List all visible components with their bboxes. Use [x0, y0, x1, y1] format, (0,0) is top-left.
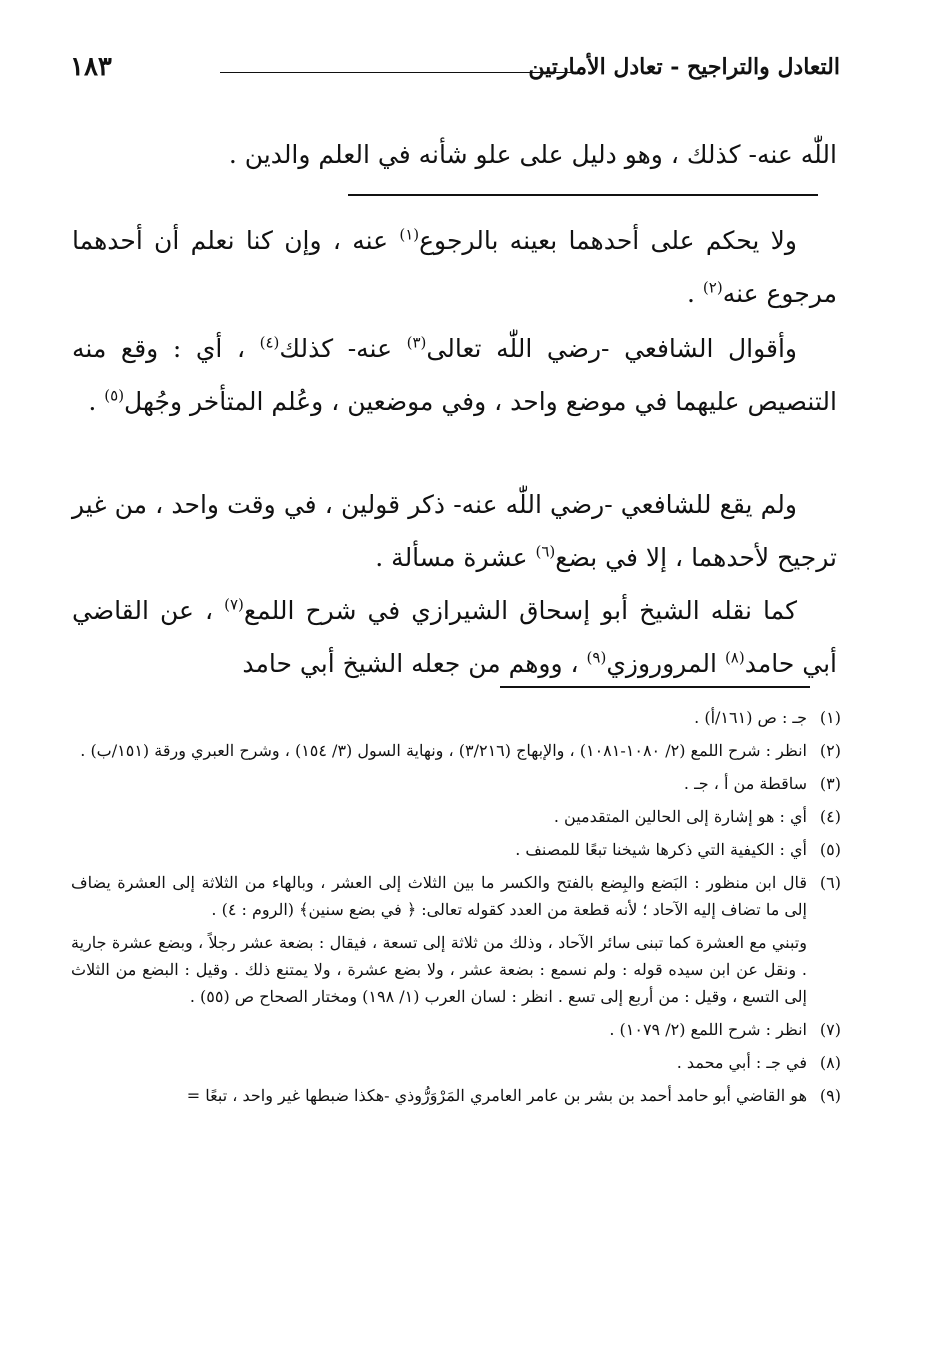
- paragraph-text: عنه ، وإن كنا نعلم أن أحدهما مرجوع عنه: [72, 226, 837, 308]
- paragraph-text: ، ووهم من جعله الشيخ أبي حامد: [242, 649, 587, 678]
- paragraph-2: [72, 322, 837, 428]
- footnote-number: (٩): [819, 1086, 841, 1105]
- opening-line: اللّٰه عنه- كذلك ، وهو دليل على علو شأنه في العلم والدين .: [228, 140, 837, 169]
- paragraph-text: المروروزي: [606, 649, 725, 678]
- footnote-item: [71, 836, 841, 863]
- footnote-item: [71, 737, 841, 764]
- footnotes: [71, 704, 841, 1109]
- footnote-text: قال ابن منظور : البَضع والبِضع بالفتح والكسر ما بين الثلاث إلى العشر ، وبالهاء من الثلاثة إلى العشرة يضاف إلى ما تضاف إليه الآحاد ؛ لأنه قطعة من العدد كقوله تعالى: ﴿ في بضع سنين﴾ (الروم : ٤) .: [71, 873, 807, 919]
- paragraph-text: ولم يقع للشافعي -رضي اللّٰه عنه- ذكر قولين ، في وقت واحد ، من غير ترجيح لأحدهما ، إلا في بضع: [72, 490, 837, 572]
- running-title: التعادل والتراجيح - تعادل الأمارتين: [528, 54, 840, 80]
- footnote-ref[interactable]: (١): [399, 225, 420, 244]
- footnote-item: [71, 1049, 841, 1076]
- footnote-number: (٢): [819, 741, 841, 760]
- footnote-number: (٧): [819, 1020, 841, 1039]
- footnote-number: (٣): [819, 774, 841, 793]
- footnote-number: (١): [819, 708, 841, 727]
- paragraph-text: وأقوال الشافعي -رضي اللّٰه تعالى: [426, 334, 797, 363]
- paragraph-text: ، أي : وقع منه التنصيص عليهما في موضع واحد ، وفي موضعين ، وعُلم المتأخر وجُهل: [72, 334, 837, 416]
- paragraph-text: عنه- كذلك: [279, 334, 407, 363]
- footnote-ref[interactable]: (٨): [724, 648, 745, 667]
- paragraph-text: .: [687, 279, 703, 308]
- paragraph-text: كما نقله الشيخ أبو إسحاق الشيرازي في شرح اللمع: [243, 596, 798, 625]
- footnote-item: [71, 770, 841, 797]
- footnote-text: وتبني مع العشرة كما تبنى سائر الآحاد ، وذلك من ثلاثة إلى تسعة ، فيقال : بضعة عشر رجلاً ، وبضع عشرة جارية . ونقل عن ابن سيده قوله : ولم نسمع : بضعة عشر ، ولا بضع عشرة ، ولا يمتنع ذلك . وقيل : البضع من الثلاث إلى التسع ، وقيل : من أربع إلى تسع . انظر : لسان العرب (١/ ١٩٨) ومختار الصحاح ص (٥٥) .: [71, 933, 808, 1006]
- paragraph-1: [72, 214, 837, 320]
- footnote-item: [71, 869, 841, 923]
- footnote-ref[interactable]: (٧): [224, 595, 244, 614]
- page-header: [70, 54, 840, 94]
- footnote-text: في جـ : أبي محمد .: [676, 1053, 807, 1072]
- paragraph-text: عشرة مسألة .: [375, 543, 536, 572]
- footnote-number: (٨): [819, 1053, 841, 1072]
- footnote-ref[interactable]: (٦): [535, 542, 556, 561]
- footnote-item: [71, 803, 841, 830]
- footnote-text: انظر : شرح اللمع (٢/ ١٠٨٠-١٠٨١) ، والإبهاج (٣/٢١٦) ، ونهاية السول (٣/ ١٥٤) ، وشرح العبري ورقة (١٥١/ب) .: [80, 741, 807, 760]
- paragraph-text: ، عن القاضي أبي حامد: [72, 596, 837, 678]
- footnote-text: أي : الكيفية التي ذكرها شيخنا تبعًا للمصنف .: [515, 840, 807, 859]
- footnote-ref[interactable]: (٢): [702, 278, 723, 297]
- footnote-ref[interactable]: (٩): [586, 648, 607, 667]
- paragraph-text: .: [88, 387, 105, 416]
- footnote-text: انظر : شرح اللمع (٢/ ١٠٧٩) .: [609, 1020, 807, 1039]
- footnote-continuation: [71, 929, 841, 1010]
- footnote-ref[interactable]: (٥): [104, 386, 125, 405]
- footnote-number: (٤): [819, 807, 841, 826]
- footnote-ref[interactable]: (٤): [259, 333, 280, 352]
- footnote-text: جـ : ص (١٦١/أ) .: [694, 708, 807, 727]
- section-divider: [348, 194, 818, 196]
- footnote-item: [71, 1016, 841, 1043]
- footnote-text: هو القاضي أبو حامد أحمد بن بشر بن عامر العامري المَرْوَرُّوذي -هكذا ضبطها غير واحد ، تبعًا =: [186, 1086, 807, 1105]
- footnote-text: أي : هو إشارة إلى الحالين المتقدمين .: [553, 807, 807, 826]
- header-rule: [220, 72, 580, 73]
- footnote-text: ساقطة من أ ، جـ .: [683, 774, 807, 793]
- footnote-number: (٥): [819, 840, 841, 859]
- footnote-item: [71, 1082, 841, 1109]
- page-number: ١٨٣: [70, 52, 112, 82]
- footnote-number: (٦): [819, 873, 841, 892]
- footnote-ref[interactable]: (٣): [406, 333, 427, 352]
- footnote-separator: [500, 686, 810, 688]
- paragraph-4: [72, 584, 837, 690]
- paragraph-text: ولا يحكم على أحدهما بعينه بالرجوع: [419, 226, 797, 255]
- paragraph-3: [72, 478, 837, 584]
- footnote-item: [71, 704, 841, 731]
